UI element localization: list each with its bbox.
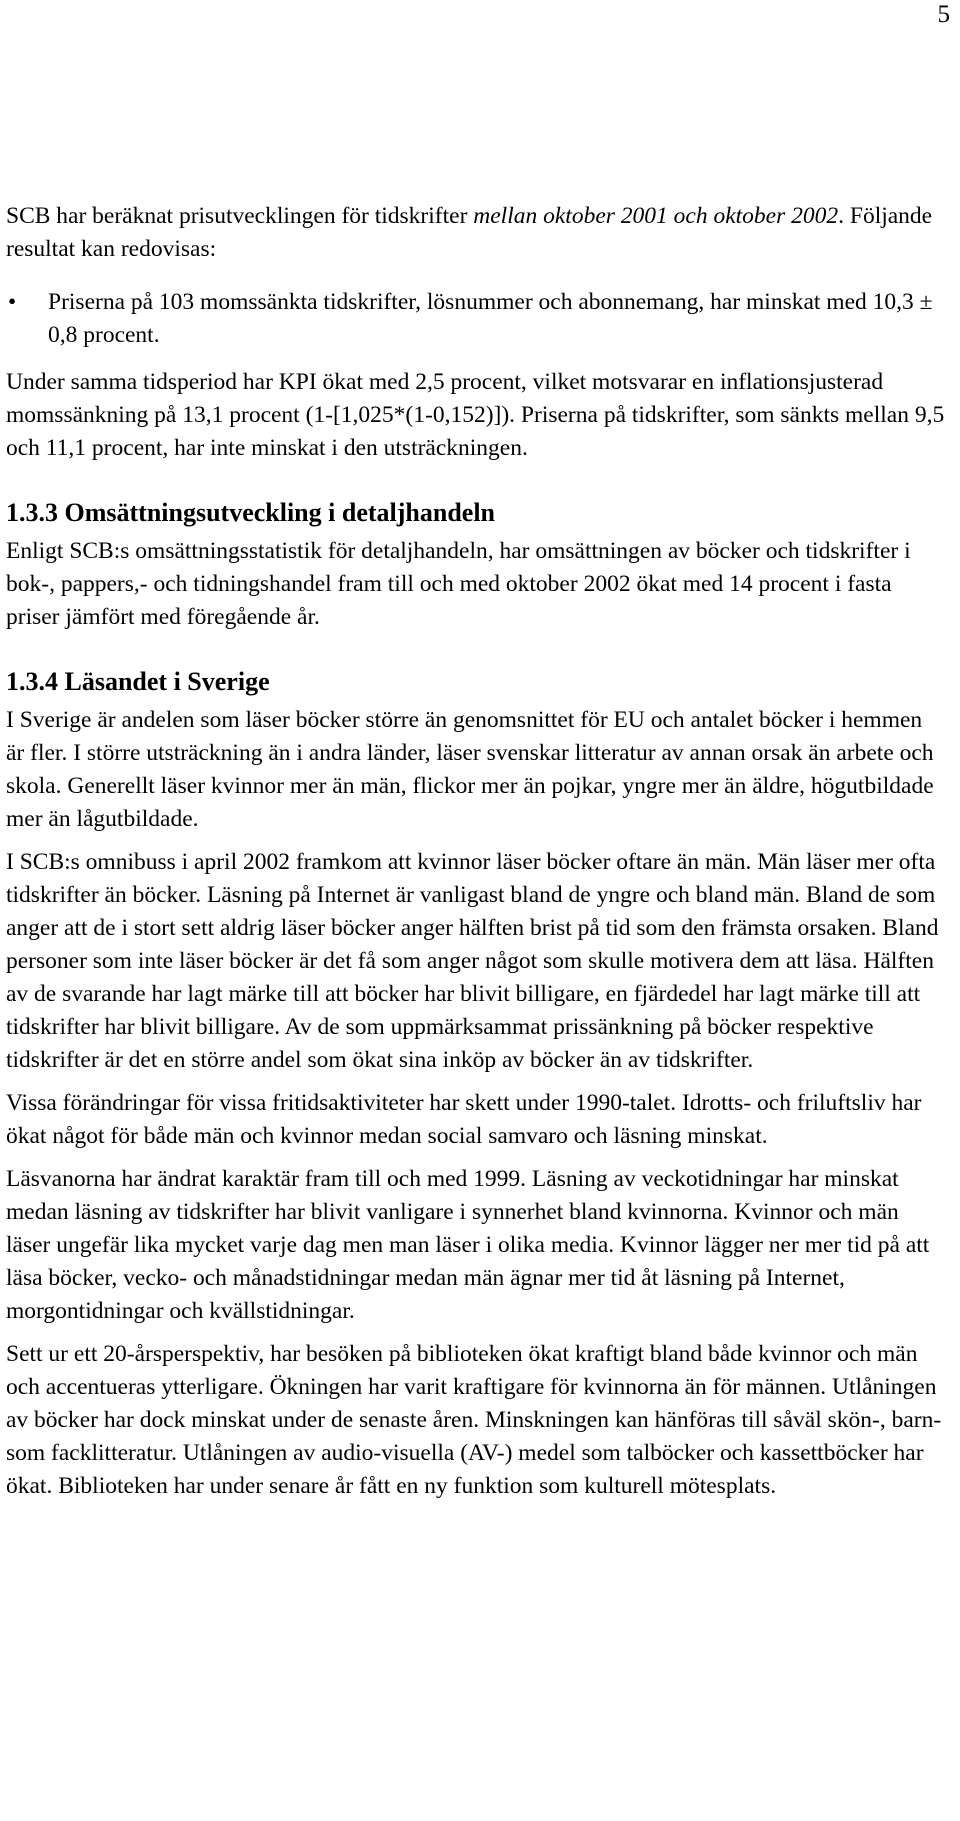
section-1-3-4-paragraph-2: I SCB:s omnibuss i april 2002 framkom att kvinnor läser böcker oftare än män. Män läser mer ofta tidskrifter än böcker. Läsning på Internet är vanligast bland de yngre och bland män. Bland de som anger att de i stort sett aldrig läser böcker anger hälften brist på tid som den främsta orsaken. Bland personer som inte läser böcker är det få som anger något som skulle motivera dem att läsa. Hälften av de svarande har lagt märke till att böcker har blivit billigare, en fjärdedel har lagt märke till att tidskrifter har blivit billigare. Av de som uppmärksammat prissänkning på böcker respektive tidskrifter är det en större andel som ökat sina inköp av böcker än av tidskrifter. [6, 849, 939, 1073]
section-1-3-4-paragraph-4: Läsvanorna har ändrat karaktär fram till och med 1999. Läsning av veckotidningar har minskat medan läsning av tidskrifter har blivit vanligare i synnerhet bland kvinnorna. Kvinnor och män läser ungefär lika mycket varje dag men man läser i olika media. Kvinnor lägger ner mer tid på att läsa böcker, vecko- och månadstidningar medan män ägnar mer tid åt läsning på Internet, morgontidningar och kvällstidningar. [6, 1166, 930, 1324]
section-1-3-4-paragraph-3: Vissa förändringar för vissa fritidsaktiviteter har skett under 1990-talet. Idrotts- och friluftsliv har ökat något för både män och kvinnor medan social samvaro och läsning minskat. [6, 1090, 922, 1149]
intro-text-start: SCB har beräknat prisutvecklingen för tidskrifter [6, 203, 474, 229]
page-content [6, 200, 946, 1513]
section-1-3-4-paragraph-1: I Sverige är andelen som läser böcker större än genomsnittet för EU och antalet böcker i hemmen är fler. I större utsträckning än i andra länder, läser svenskar litteratur av annan orsak än arbete och skola. Generellt läser kvinnor mer än män, flickor mer än pojkar, yngre mer än äldre, högutbildade mer än lågutbildade. [6, 707, 934, 832]
page-number: 5 [937, 1, 950, 28]
intro-text-end: . Följande resultat kan redovisas: [6, 203, 933, 262]
section-1-3-4-paragraph-5: Sett ur ett 20-årsperspektiv, har besöken på biblioteken ökat kraftigt bland både kvinnor och män och accentueras ytterligare. Ökningen har varit kraftigare för kvinnorna än för männen. Utlåningen av böcker har dock minskat under de senaste åren. Minskningen kan hänföras till såväl skön-, barn- som facklitteratur. Utlåningen av audio-visuella (AV-) medel som talböcker och kassettböcker har ökat. Biblioteken har under senare år fått en ny funktion som kulturell mötesplats. [6, 1341, 942, 1499]
section-heading-1-3-3: 1.3.3 Omsättningsutveckling i detaljhandeln [6, 498, 496, 527]
bullet-text: Priserna på 103 momssänkta tidskrifter, lösnummer och abonnemang, har minskat med 10,3 ± 0,8 procent. [48, 289, 933, 348]
kpi-paragraph: Under samma tidsperiod har KPI ökat med 2,5 procent, vilket motsvarar en inflationsjusterad momssänkning på 13,1 procent (1-[1,025*(1-0,152)]). Priserna på tidskrifter, som sänkts mellan 9,5 och 11,1 procent, har inte minskat i den utsträckningen. [6, 369, 945, 461]
section-heading-1-3-4: 1.3.4 Läsandet i Sverige [6, 667, 270, 696]
section-1-3-3-paragraph: Enligt SCB:s omsättningsstatistik för detaljhandeln, har omsättningen av böcker och tidskrifter i bok-, pappers,- och tidningshandel fram till och med oktober 2002 ökat med 14 procent i fasta priser jämfört med föregående år. [6, 538, 911, 630]
intro-italic-period: mellan oktober 2001 och oktober 2002 [473, 203, 839, 229]
bullet-icon: • [8, 289, 17, 315]
bullet-list-item [6, 286, 946, 352]
intro-paragraph [6, 200, 946, 266]
